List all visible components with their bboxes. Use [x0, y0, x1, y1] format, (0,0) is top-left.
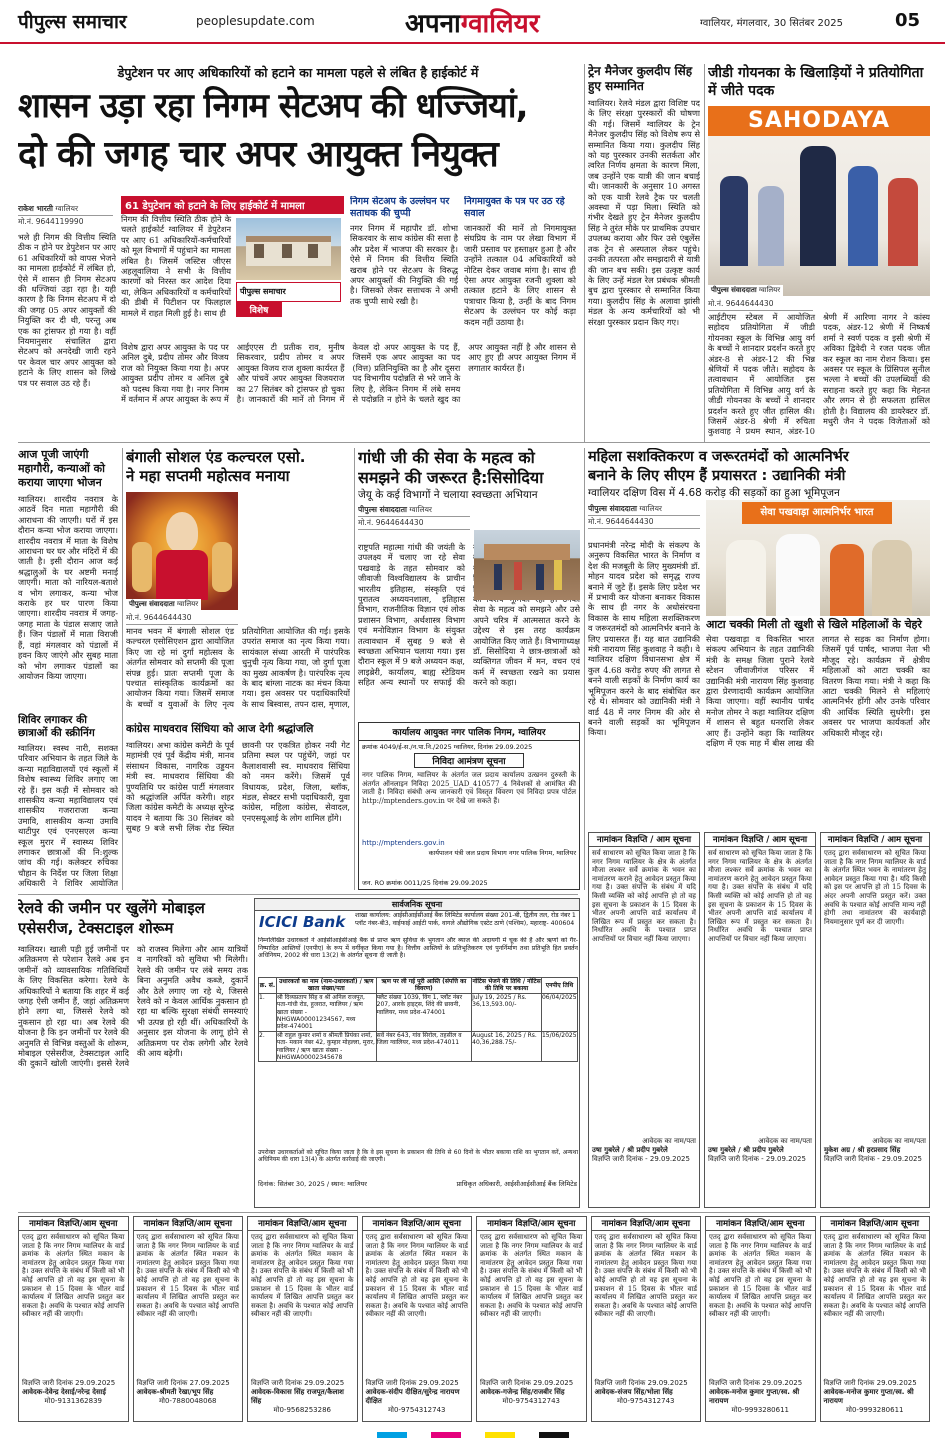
lead-sub3-text: जानकारों की मानें तो निगमायुक्त संघप्रिय के नाम पर लेखा विभाग में जारी प्रस्ताव पर हस्ताक्षर हुआ है और उन्होंने तत्काल 04 अधिकारियों को नोटिस देकर जवाब मांगा है। साथ ही ऐसा अपर आयुक्त रजनी शुक्ला को तत्काल हटाने के लिए शासन से पत्राचार किया है, उन्हीं के बाद निगम सेटअप के उल्लंघन पर कोई कड़ा कदम नहीं उठाया है।	[464, 223, 576, 327]
notice-mobile: मो0-9131362839	[44, 1397, 102, 1405]
women-sub-text: सेवा पखवाड़ा व विकसित भारत संकल्प अभियान के तहत उद्यानिकी मंत्री के समक्ष जिला पुराने रेलवे स्टेशन जीवाजीगंज परिसर में उद्यानिकी मंत्री नारायण सिंह कुशवाह द्वारा प्रेरणादायी कार्यक्रम आयोजित किया जाएगा। वहीं स्थानीय पार्षद मनोज तोमर ने कहा ग्वालियर दक्षिण में शासन से बहुत धनराशि लेकर आए हैं। उन्होंने कहा कि ग्वालियर दक्षिण में एक माह में बीस लाख की लागत से सड़क का निर्माण होगा। जिसमें पूर्व पार्षद, भाजपा नेता भी मौजूद रहे। कार्यक्रम में क्षेत्रीय महिलाओं को आटा चक्की का वितरण किया गया। मंत्री ने कहा कि आटा चक्की मिलने से महिलाएं आत्मनिर्भर होंगी और उनके परिवार की आर्थिक स्थिति सुधरेगी। इस अवसर पर भाजपा कार्यकर्ता और अधिकारी मौजूद रहे।	[706, 634, 930, 749]
lead-byline	[18, 203, 113, 228]
tender-signer: कार्यपालन यंत्री जल प्रदाय विभाग नगर पालिक निगम, ग्वालियर	[428, 849, 576, 857]
special-tag: विशेष	[236, 302, 282, 317]
gandhi-text-1: राष्ट्रपति महात्मा गांधी की जयंती के उपलक्ष्य में चलाए जा रहे सेवा पखवाड़े के तहत सोमवार को जीवाजी विश्वविद्यालय के प्राचीन भारतीय इतिहास, संस्कृति एवं पुरातत्व अध्ययनशाला, इतिहास विभाग, राजनीतिक विज्ञान एवं लोक प्रशासन विभाग, अर्थशास्त्र विभाग एवं मनोविज्ञान विभाग के संयुक्त तत्वावधान में सुबह 9 बजे से स्वच्छता अभियान चलाया गया। इस दौरान स्कूल में 9 बजे अध्ययन कक्ष, लाइब्रेरी, कार्यालय, बाह्य स्टेडियम सहित अन्य स्थानों पर सफाई की सेवा के महत्व को समझने और उसे अपने चरित्र में आत्मसात करने के उद्देश्य से इस तरह कार्यक्रम आयोजित किए जाते हैं। विभागाध्यक्ष डॉ. सिसोदिया ने छात्र-छात्राओं को व्यक्तिगत जीवन में मन, वचन एवं कर्म में स्वच्छता रखने का प्रयास करने को कहा।	[358, 542, 580, 688]
gandhi-headline-1: गांधी जी की सेवा के महत्व को	[358, 448, 535, 467]
notice-mobile: मो0-9754312743	[387, 1406, 446, 1414]
lead-sub1-box	[121, 196, 344, 336]
lead-col1: भले ही निगम की वित्तीय स्थिति ठीक न होने पर डेपुटेशन पर आए 61 अधिकारियों को वापस भेजने का मामला हाईकोर्ट में लंबित हो, ऐसे में शासन ही निगम सेटअप की धज्जियां उड़ा रहा है। यही कारण है कि निगम सेटअप में दो की जगह 05 अपर आयुक्तों की नियुक्ति कर दी थी, परन्तु अब एक का ट्रांसफर हो गया है। वहीं नियमानुसार संचालित द्वारा सेटअप को अनदेखी जारी रहने पर केवल चार अपर आयुक्त को हटाने के लिए शासन को लिखे पत्र पर सवाल उठ रहे हैं।	[18, 232, 116, 388]
notice-mid-2: नामांकन विज्ञप्ति / आम सूचना एतद् द्वारा सर्वसाधारण को सूचित किया जाता है कि नगर निगम ग्वालियर के वार्ड के अंतर्गत स्थित भवन के नामांतरण हेतु आवेदन प्रस्तुत किया गया है। यदि किसी को इस पर आपत्ति हो तो 15 दिवस के अंदर अपनी आपत्ति प्रस्तुत करें। उक्त अवधि के पश्चात कोई आपत्ति मान्य नहीं होगी तथा नामांतरण की कार्यवाही नियमानुसार पूर्ण कर दी जाएगी। आवेदक का नाम/पता मुकेश अग्र / श्री हरप्रसाद सिंह विज्ञप्ति जारी दिनांक - 29.09.2025	[820, 832, 930, 1208]
bank-branch: शाखा कार्यालय: आईसीआईसीआई बैंक लिमिटेड कार्यालय संख्या 201-बी, द्वितीय तल, रोड नंबर 1 प्लॉट नंबर-बी3, वाईफाई आईटी पार्क, वागले औद्योगिक एस्टेट ठाणे (पश्चिम), महाराष्ट्र- 400604	[355, 912, 576, 927]
goenka-text: आईटीएम स्टेबल में आयोजित सहोदय प्रतियोगिता में जीडी गोयनका स्कूल के विभिन्न आयु वर्ग के बच्चों ने शानदार प्रदर्शन करते हुए अंडर-8 से अंडर-12 की भिन्न श्रेणियों में पदक जीते। सहोदय के तत्वावधान में आयोजित इस प्रतियोगिता में विभिन्न आयु वर्ग के जीडी गोयनका के बच्चों ने शानदार प्रदर्शन करते हुए जीत हासिल की। जिसमें अंडर-8 श्रेणी में रुचिता कुशवाह ने प्रथम स्थान, अंडर-10 श्रेणी में आरिणा नागर ने कांस्य पदक, अंडर-12 श्रेणी में निष्कर्ष शर्मा ने स्वर्ण पदक व इसी श्रेणी में अविका द्विवेदी ने रजत पदक जीत कर स्कूल का नाम रोशन किया। इस अवसर पर स्कूल के प्रिंसिपल सुनील भल्ला ने बच्चों की उपलब्धियों की सराहना करते हुए कहा कि मेहनत और लगन से ही सफलता हासिल होती है। विद्यालय की डायरेक्टर डॉ. मधुरी जैन ने पदक विजेताओं को	[708, 312, 930, 437]
railway-text: ग्वालियर। खाली पड़ी हुई जमीनों पर अतिक्रमण से परेशान रेलवे अब इन जमीनों को व्यावसायिक गतिविधियों के लिए विकसित करेगा। रेलवे के अधिकारियों ने बताया कि शहर में कई जगह ऐसी जमीन हैं, जहां अतिक्रमण होने लगा था, जिससे रेलवे को नुकसान हो रहा था। अब रेलवे की योजना है कि इन जमीनों पर रेलवे की अनुमति से विभिन्न वस्तुओं के शोरूम, मोबाइल एसेसरीज, टेक्सटाइल आदि की दुकानें खोली जाएंगी। इससे रेलवे को राजस्व मिलेगा और आम यात्रियों व नागरिकों को सुविधा भी मिलेगी। रेलवे की जमीन पर लंबे समय तक बिना अनुमति अवैध कब्जे, दुकानें और ठेले लगाए जा रहे थे, जिससे रेलवे को न केवल आर्थिक नुकसान हो रहा था बल्कि सुरक्षा संबंधी समस्याएं भी उत्पन्न हो रही थीं। अधिकारियों के अनुसार इस योजना के लागू होने से अतिक्रमण पर रोक लगेगी और रेलवे की आय बढ़ेगी।	[18, 944, 248, 1069]
notice-date: विज्ञप्ति जारी दिनांक 29.09.2025	[709, 1379, 803, 1387]
train-headline: ट्रेन मैनेजर कुलदीप सिंह हुए सम्मानित	[588, 64, 693, 93]
lead-headline-1: शासन उड़ा रहा निगम सेटअप की धज्जियां,	[18, 86, 528, 126]
train-text: ग्वालियर। रेलवे मंडल द्वारा विशिष्ट पद के लिए संरक्षा पुरस्कारों की घोषणा की गई। जिसमें ग्वालियर के ट्रेन मैनेजर कुलदीप सिंह को विशेष रूप से सम्मानित किया गया। कुलदीप सिंह को यह पुरस्कार उनकी सतर्कता और त्वरित निर्णय क्षमता के कारण मिला, जब उन्होंने एक यात्री की जान बचाई थी। जानकारी के अनुसार 10 अगस्त को एक यात्री रेलवे ट्रैक पर चलती अवस्था में पड़ा मिला। स्थिति को गंभीर देखते हुए ट्रेन मैनेजर कुलदीप सिंह ने तुरंत मौके पर प्राथमिक उपचार उपलब्ध कराया और फिर उसे एंबुलेंस तक ट्रेन से अस्पताल लेकर पहुंचे। उनकी तत्परता और समझदारी से यात्री की जान बच सकी। इस उत्कृष्ट कार्य के लिए उन्हें मंडल रेल प्रबंधक श्रीमती बुच द्वारा पुरस्कार से सम्मानित किया गया। कुलदीप सिंह के अलावा झांसी मंडल के अन्य कर्मचारियों को भी संरक्षा पुरस्कार प्रदान किए गए।	[588, 98, 700, 327]
notice-title: नामांकन विज्ञप्ति/आम सूचना	[134, 1217, 243, 1231]
notice-applicant: आवेदक-गजेन्द्र सिंह/राजबीर सिंह	[480, 1388, 565, 1396]
tender-notice	[358, 722, 580, 890]
special-badge	[236, 282, 341, 302]
navratri-headline: आज पूजी जाएंगी महागौरी, कन्याओं को कराया जाएगा भोजन	[18, 448, 105, 489]
notice-mobile: मो0-9993280611	[731, 1406, 789, 1414]
lead-sub1-text: निगम की वित्तीय स्थिति ठीक होने के चलते हाईकोर्ट ग्वालियर में डेपुटेशन पर आए 61 अधिकारियों-कर्मचारियों को मूल विभागों में पहुंचाने का मामला लंबित है। जिसमें जस्टिस जीएस अहलूवालिया ने सभी के वित्तीय कारणों को निरस्त कर आदेश दिया था, लेकिन अधिकारियों व कर्मचारियों की डीबी में पिटीशन पर फिलहाल मामले में राहत मिली हुई है। साथ ही	[121, 214, 231, 318]
tender-ref: क्रमांक 4049/ई-स./न.पा.नि./2025 ग्वालियर, दिनांक 29.09.2025	[362, 743, 533, 751]
railway-headline-1: रेलवे की जमीन पर खुलेंगे मोबाइल	[18, 899, 205, 917]
lead-headline-2: दो की जगह चार अपर आयुक्त नियुक्त	[18, 134, 498, 175]
nigam-building-photo	[236, 218, 341, 280]
notice-text: एतद् द्वारा सर्वसाधारण को सूचित किया जाता है कि नगर निगम ग्वालियर के वार्ड क्रमांक के अंतर्गत स्थित मकान के नामांतरण हेतु आवेदन प्रस्तुत किया गया है। उक्त संपत्ति के संबंध में किसी को भी कोई आपत्ति हो तो वह इस सूचना के प्रकाशन से 15 दिवस के भीतर वार्ड कार्यालय में लिखित आपत्ति प्रस्तुत कर सकता है। अवधि के पश्चात कोई आपत्ति स्वीकार नहीं की जाएगी।	[480, 1233, 583, 1319]
tender-office: कार्यालय आयुक्त नगर पालिक निगम, ग्वालियर	[359, 723, 579, 741]
notice-title: नामांकन विज्ञप्ति/आम सूचना	[363, 1217, 472, 1231]
lead-sub2: निगम सेटअप के उल्लंघन पर सताधक की चुप्पी	[350, 196, 450, 219]
lead-sub3: निगमायुक्त के पत्र पर उठ रहे सवाल	[464, 196, 565, 219]
bengali-headline-1: बंगाली सोशल एंड कल्चरल एसो.	[126, 448, 306, 466]
lead-sub1: 61 डेपुटेशन को हटाने के लिए हाईकोर्ट में मामला	[121, 196, 344, 214]
bengali-text: मानव भवन में बंगाली सोशल एंड कल्चरल एसोसिएशन द्वारा आयोजित किए जा रहे मां दुर्गा महोत्सव के अंतर्गत सोमवार को सप्तमी की पूजा संपन्न हुई। प्रातः सप्तमी पूजा के पश्चात सांस्कृतिक कार्यक्रमों का आयोजन किया गया। जिसमें समाज के बच्चों व युवाओं के लिए नृत्य प्रतियोगिता आयोजित की गई। इसके उपरांत समाज का नृत्य किया गया। सायंकाल संध्या आरती में पारंपरिक धुनुची नृत्य किया गया, जो दुर्गा पूजा का मुख्य आकर्षण है। पारंपरिक नृत्य के बाद बांग्ला नाटक का मंचन किया गया। इस अवसर पर पदाधिकारियों के साथ बिस्वास, तपन दास, मृणाल,	[126, 626, 350, 709]
bank-date-place: दिनांक: सितंबर 30, 2025 / स्थान: ग्वालियर	[258, 1180, 367, 1188]
bengali-story	[126, 448, 350, 716]
lead-continuation: विशेष द्वारा अपर आयुक्त के पद पर अनिल दुबे, प्रदीप तोमर और विजय राज को नियुक्त किया गया है। अपर आयुक्त प्रदीप तोमर व अनिल दुबे को पदस्थ किया गया है। नगर निगम में वर्तमान में अपर आयुक्त के रूप में आईएएस टी प्रतीक राव, मुनीष सिकरवार, प्रदीप तोमर व अपर आयुक्त विजय राज शुक्ला कार्यरत हैं और पांचवें अपर आयुक्त विजयराज का 27 सितंबर को ट्रांसफर हो चुका है। जानकारों की मानें तो निगम में केवल दो अपर आयुक्त के पद हैं, जिसमें एक अपर आयुक्त का पद (वित्त) प्रतिनियुक्ति का है और दूसरा पद विभागीय पदोन्नति से भरे जाने के लिए है, लेकिन निगम में लंबे समय से पदोन्नति न होने के चलते खुद का अपर आयुक्त नहीं है और शासन से आए हुए ही अपर आयुक्त निगम में लगातार कार्यरत हैं।	[121, 342, 576, 405]
notice-bottom-box	[18, 1216, 129, 1422]
notice-date: विज्ञप्ति जारी दिनांक 29.09.2025	[22, 1379, 116, 1387]
notice-applicant: आवेदक-मनोज कुमार गुप्ता/स्व. श्री नारायण	[709, 1388, 800, 1405]
bank-table: क्र. सं. उधारकर्ता का नाम (नाम-उधारकर्ता) / ऋण खाता संख्या/पता ऋण पर ली गई पूरी आस्ति (संपत्ति का विवरण) नोटिस भेजने की तिथि / नोटिस की तिथि पर बकाया एनपीए तिथि 1. श्री दिव्यप्रताप सिंह व श्री अनिल राजपूत, पता-गांधी रोड, हुजरात, ग्वालियर / ऋण खाता संख्या - NHGWA00001234567, मध्य प्रदेश-474001 फ्लैट संख्या 1039, विंग 1, प्लॉट नंबर 207, आरके हाइट्स, शिंदे की छावनी, ग्वालियर, मध्य प्रदेश-474001 July 19, 2025 / Rs. 36,13,593.00/- 06/04/2025 2. श्री राहुल कुमार शर्मा व श्रीमती प्रियंका शर्मा, पता- मकान नंबर 42, कुम्हार मोहल्ला, मुरार, ग्वालियर / ऋण खाता संख्या - NHGWA00002345678 सर्वे नंबर 643, गांव सिरोल, तहसील व जिला ग्वालियर, मध्य प्रदेश-474011 August 16, 2025 / Rs. 40,36,288.75/- 15/06/2025	[259, 978, 577, 1062]
lead-sub3-box	[464, 196, 576, 336]
bengali-headline-2: ने महा सप्तमी महोत्सव मनाया	[126, 467, 290, 485]
notice-title: नामांकन विज्ञप्ति/आम सूचना	[706, 1217, 815, 1231]
notice-bottom-box	[591, 1216, 702, 1422]
table-row: 1. श्री दिव्यप्रताप सिंह व श्री अनिल राजपूत, पता-गांधी रोड, हुजरात, ग्वालियर / ऋण खाता संख्या - NHGWA00001234567, मध्य प्रदेश-474001 फ्लैट संख्या 1039, विंग 1, प्लॉट नंबर 207, आरके हाइट्स, शिंदे की छावनी, ग्वालियर, मध्य प्रदेश-474001 July 19, 2025 / Rs. 36,13,593.00/- 06/04/2025	[259, 993, 577, 1031]
notice-applicant: आवेदक-मनोज कुमार गुप्ता/स्व. श्री नारायण	[823, 1388, 914, 1405]
notice-date: विज्ञप्ति जारी दिनांक 29.09.2025	[365, 1379, 459, 1387]
notice-mobile: मो0-9993280611	[845, 1406, 904, 1414]
lead-sub2-box	[350, 196, 458, 336]
women-story	[588, 448, 930, 828]
women-mobile: मो.नं. 9644644430	[588, 516, 700, 529]
paper-logo	[18, 8, 127, 34]
bank-top-title: सार्वजनिक सूचना	[255, 899, 579, 911]
masthead	[0, 0, 945, 44]
notice-mobile: मो0-9754312743	[502, 1397, 560, 1405]
goenka-mobile: मो.नं. 9644644430	[708, 298, 813, 311]
notice-text: एतद् द्वारा सर्वसाधारण को सूचित किया जाता है कि नगर निगम ग्वालियर के वार्ड क्रमांक के अंतर्गत स्थित मकान के नामांतरण हेतु आवेदन प्रस्तुत किया गया है। उक्त संपत्ति के संबंध में किसी को भी कोई आपत्ति हो तो वह इस सूचना के प्रकाशन से 15 दिवस के भीतर वार्ड कार्यालय में लिखित आपत्ति प्रस्तुत कर सकता है। अवधि के पश्चात कोई आपत्ति स्वीकार नहीं की जाएगी।	[22, 1233, 125, 1319]
notice-mid-0: नामांकन विज्ञप्ति / आम सूचना सर्व साधारण को सूचित किया जाता है कि नगर निगम ग्वालियर के क्षेत्र के अंतर्गत मौजा लश्कर सर्वे क्रमांक के भवन का नामांतरण कराने हेतु आवेदन प्रस्तुत किया गया है। उक्त संपत्ति के संबंध में यदि किसी व्यक्ति को कोई आपत्ति हो तो वह इस सूचना के प्रकाशन के 15 दिवस के भीतर अपनी आपत्ति वार्ड कार्यालय में लिखित रूप में प्रस्तुत कर सकता है। निर्धारित अवधि के पश्चात प्राप्त आपत्तियों पर विचार नहीं किया जाएगा। आवेदक का नाम/पता उषा गुबरेले / श्री प्रदीप गुबरेले विज्ञप्ति जारी दिनांक - 29.09.2025	[588, 832, 700, 1208]
gandhi-headline-2: समझने की जरूरत है:सिसोदिया	[358, 468, 544, 487]
notice-mobile: मो0-7880048068	[158, 1397, 217, 1405]
bottom-notices	[18, 1216, 930, 1422]
railway-story	[18, 898, 248, 1208]
gandhi-byline: पीपुल्स संवाददाता ग्वालियर	[358, 504, 470, 517]
bengali-photo-caption: पीपुल्स संवाददाता ग्वालियर	[126, 599, 201, 610]
special-caption: पीपुल्स समाचार	[240, 287, 286, 296]
congress-story	[126, 722, 350, 892]
section-title	[405, 4, 539, 40]
notice-text: एतद् द्वारा सर्वसाधारण को सूचित किया जाता है कि नगर निगम ग्वालियर के वार्ड क्रमांक के अंतर्गत स्थित मकान के नामांतरण हेतु आवेदन प्रस्तुत किया गया है। उक्त संपत्ति के संबंध में किसी को भी कोई आपत्ति हो तो वह इस सूचना के प्रकाशन से 15 दिवस के भीतर वार्ड कार्यालय में लिखित आपत्ति प्रस्तुत कर सकता है। अवधि के पश्चात कोई आपत्ति स्वीकार नहीं की जाएगी।	[251, 1233, 354, 1319]
durga-idol-photo	[126, 492, 238, 610]
notice-applicant: आवेदक-देवेन्द्र देसाई/नरेन्द्र देसाई	[22, 1388, 106, 1396]
notice-date: विज्ञप्ति जारी दिनांक 29.09.2025	[251, 1379, 345, 1387]
women-subheadline: ग्वालियर दक्षिण विस में 4.68 करोड़ की सड़कों का हुआ भूमिपूजन	[588, 487, 840, 499]
notice-date: विज्ञप्ति जारी दिनांक 27.09.2025	[136, 1379, 230, 1387]
registration-strip	[0, 1432, 945, 1440]
gandhi-story	[358, 448, 580, 716]
website[interactable]: peoplesupdate.com	[196, 14, 315, 28]
congress-headline: कांग्रेस माधवराव सिंधिया को आज देगी श्रद्धांजलि	[126, 723, 314, 735]
bank-footer: उपरोक्त उधारकर्ताओं को सूचित किया जाता है कि वे इस सूचना के प्रकाशन की तिथि से 60 दिनों के भीतर बकाया राशि का भुगतान करें, अन्यथा अधिनियम की धारा 13(4) के अंतर्गत कार्रवाई की जाएगी।	[258, 1149, 578, 1164]
notice-bottom-box	[133, 1216, 244, 1422]
notice-applicant: आवेदक-संजय सिंह/भोला सिंह	[594, 1388, 673, 1396]
notice-bottom-box	[362, 1216, 473, 1422]
goenka-photo	[708, 106, 930, 296]
notice-text: एतद् द्वारा सर्वसाधारण को सूचित किया जाता है कि नगर निगम ग्वालियर के वार्ड क्रमांक के अंतर्गत स्थित मकान के नामांतरण हेतु आवेदन प्रस्तुत किया गया है। उक्त संपत्ति के संबंध में किसी को भी कोई आपत्ति हो तो वह इस सूचना के प्रकाशन से 15 दिवस के भीतर वार्ड कार्यालय में लिखित आपत्ति प्रस्तुत कर सकता है। अवधि के पश्चात कोई आपत्ति स्वीकार नहीं की जाएगी।	[709, 1233, 812, 1319]
women-photo	[706, 500, 930, 616]
train-story	[588, 64, 700, 440]
cleanliness-photo	[474, 530, 580, 600]
notice-bottom-box	[820, 1216, 931, 1422]
reporter-city: ग्वालियर	[55, 204, 79, 213]
tender-title: निविदा आमंत्रण सूचना	[414, 753, 524, 768]
notice-bottom-box	[247, 1216, 358, 1422]
navratri-story	[18, 448, 118, 888]
reporter-name: राकेश भारती	[18, 204, 53, 213]
women-text: प्रधानमंत्री नरेन्द्र मोदी के संकल्प के अनुरूप विकसित भारत के निर्माण व देश की मजबूती के लिए मुख्यमंत्री डॉ. मोहन यादव प्रदेश को समृद्ध राज्य बनाने में जुटे हैं। इसके लिए प्रदेश भर में प्रभावी कर योजना बनाकर विकास के साथ ही नगर के अधोसंरचना विकास के साथ महिला सशक्तिकरण व जरूरतमंदों को आत्मनिर्भर बनाने के लिए प्रयासरत हैं। यह बात उद्यानिकी मंत्री नारायण सिंह कुशवाह ने कही। वे ग्वालियर दक्षिण विधानसभा क्षेत्र में कुल 4.68 करोड़ रुपए की लागत से बनने वाली सड़कों के निर्माण कार्य का भूमिपूजन करने के बाद संबोधित कर रहे थे। सोमवार को उद्यानिकी मंत्री ने वार्ड 48 में नगर निगम की ओर से बनने वाली सड़कों का भूमिपूजन किया।	[588, 540, 700, 738]
navratri-sub-text: ग्वालियर। स्वस्थ नारी, सशक्त परिवार अभियान के तहत जिले के कन्या महाविद्यालयों एवं स्कूलों में विशेष स्वास्थ्य शिविर लगाए जा रहे हैं। इस कड़ी में सोमवार को शासकीय कन्या महाविद्यालय एवं शासकीय गजराराजा कन्या उमावि, शासकीय कन्या उमावि थाटीपुर एवं एनएसएल कन्या स्कूल मुरार में स्वास्थ्य शिविर लगाकर छात्राओं की नि:शुल्क जांच की गई। कलेक्टर रुचिका चौहान के निर्देश पर जिला शिक्षा अधिकारी ने शिविर आयोजित	[18, 743, 118, 888]
bank-name: ICICI Bank	[259, 913, 346, 931]
tender-ro: जन. RO क्रमांक 0011/25 दिनांक 29.09.2025	[362, 879, 488, 887]
notice-mid-1: नामांकन विज्ञप्ति / आम सूचना सर्व साधारण को सूचित किया जाता है कि नगर निगम ग्वालियर के क्षेत्र के अंतर्गत मौजा लश्कर सर्वे क्रमांक के भवन का नामांतरण कराने हेतु आवेदन प्रस्तुत किया गया है। उक्त संपत्ति के संबंध में यदि किसी व्यक्ति को कोई आपत्ति हो तो वह इस सूचना के प्रकाशन के 15 दिवस के भीतर अपनी आपत्ति वार्ड कार्यालय में लिखित रूप में प्रस्तुत कर सकता है। निर्धारित अवधि के पश्चात प्राप्त आपत्तियों पर विचार नहीं किया जाएगा। आवेदक का नाम/पता उषा गुबरेले / श्री प्रदीप गुबरेले विज्ञप्ति जारी दिनांक - 29.09.2025	[704, 832, 816, 1208]
paper-name: पीपुल्स समाचार	[18, 11, 127, 33]
gandhi-subheadline: जेयू के कई विभागों ने चलाया स्वच्छता अभियान	[358, 489, 538, 501]
notice-bottom-box	[476, 1216, 587, 1422]
bank-signer: प्राधिकृत अधिकारी, आईसीआईसीआई बैंक लिमिटेड	[456, 1180, 577, 1188]
notice-applicant: आवेदक-संदीप दीक्षित/सुरेन्द्र नारायण दीक्षित	[365, 1388, 460, 1405]
notice-text: एतद् द्वारा सर्वसाधारण को सूचित किया जाता है कि नगर निगम ग्वालियर के वार्ड क्रमांक के अंतर्गत स्थित मकान के नामांतरण हेतु आवेदन प्रस्तुत किया गया है। उक्त संपत्ति के संबंध में किसी को भी कोई आपत्ति हो तो वह इस सूचना के प्रकाशन से 15 दिवस के भीतर वार्ड कार्यालय में लिखित आपत्ति प्रस्तुत कर सकता है। अवधि के पश्चात कोई आपत्ति स्वीकार नहीं की जाएगी।	[823, 1233, 926, 1319]
notice-text: एतद् द्वारा सर्वसाधारण को सूचित किया जाता है कि नगर निगम ग्वालियर के वार्ड क्रमांक के अंतर्गत स्थित मकान के नामांतरण हेतु आवेदन प्रस्तुत किया गया है। उक्त संपत्ति के संबंध में किसी को भी कोई आपत्ति हो तो वह इस सूचना के प्रकाशन से 15 दिवस के भीतर वार्ड कार्यालय में लिखित आपत्ति प्रस्तुत कर सकता है। अवधि के पश्चात कोई आपत्ति स्वीकार नहीं की जाएगी।	[136, 1233, 239, 1319]
reporter-mobile: मो.नं. 9644119990	[18, 217, 84, 226]
section-title-part1: अपना	[405, 9, 461, 39]
women-headline-1: महिला सशक्तिकरण व जरूरतमंदों को आत्मनिर्भर	[588, 449, 849, 465]
goenka-story	[708, 64, 930, 440]
notice-date: विज्ञप्ति जारी दिनांक 29.09.2025	[480, 1379, 574, 1387]
table-row: 2. श्री राहुल कुमार शर्मा व श्रीमती प्रियंका शर्मा, पता- मकान नंबर 42, कुम्हार मोहल्ला, मुरार, ग्वालियर / ऋण खाता संख्या - NHGWA00002345678 सर्वे नंबर 643, गांव सिरोल, तहसील व जिला ग्वालियर, मध्य प्रदेश-474011 August 16, 2025 / Rs. 40,36,288.75/- 15/06/2025	[259, 1031, 577, 1062]
section-title-part2: ग्वालियर	[460, 9, 540, 39]
goenka-headline: जीडी गोयनका के खिलाड़ियों ने प्रतियोगिता में जीते पदक	[708, 65, 924, 99]
congress-text: ग्वालियर। अभा कांग्रेस कमेटी के पूर्व महामंत्री एवं पूर्व केंद्रीय मंत्री, मानव संसाधन विकास, नागरिक उड्डयन मंत्री स्व. माधवराव सिंधिया की पुण्यतिथि पर कांग्रेस पार्टी मंगलवार को श्रद्धांजलि अर्पित करेगी। शहर जिला कांग्रेस कमेटी के अध्यक्ष सुरेन्द्र यादव ने बताया कि 30 सितंबर को सुबह 9 बजे सभी लिंक रोड स्थित छावनी पर एकत्रित होकर नयी गेट प्रतिमा स्थल पर पहुंचेंगे, जहां पर कैलाशवासी स्व. माधवराव सिंधिया को नमन करेंगे। जिसमें पूर्व विधायक, प्रदेश, जिला, ब्लॉक, मंडल, सेक्टर सभी पदाधिकारी, युवा कांग्रेस, महिला कांग्रेस, सेवादल, एनएसयूआई के लोग शामिल होंगे।	[126, 740, 350, 834]
women-photo-banner: सेवा पखवाड़ा आत्मनिर्भर भारत	[742, 502, 892, 524]
women-sub: आटा चक्की मिली तो खुशी से खिले महिलाओं के चेहरे	[706, 618, 922, 631]
notice-applicant: आवेदक-श्रीमती रेखा/भूप सिंह	[136, 1388, 214, 1396]
navratri-sub: शिविर लगाकर की छात्राओं की स्क्रीनिंग	[18, 714, 95, 739]
notice-bottom-box	[705, 1216, 816, 1422]
notice-text: एतद् द्वारा सर्वसाधारण को सूचित किया जाता है कि नगर निगम ग्वालियर के वार्ड क्रमांक के अंतर्गत स्थित मकान के नामांतरण हेतु आवेदन प्रस्तुत किया गया है। उक्त संपत्ति के संबंध में किसी को भी कोई आपत्ति हो तो वह इस सूचना के प्रकाशन से 15 दिवस के भीतर वार्ड कार्यालय में लिखित आपत्ति प्रस्तुत कर सकता है। अवधि के पश्चात कोई आपत्ति स्वीकार नहीं की जाएगी।	[365, 1233, 468, 1319]
gandhi-mobile: मो.नं. 9644644430	[358, 517, 470, 530]
women-headline-2: बनाने के लिए सीएम हैं प्रयासरत : उद्यानिकी मंत्री	[588, 468, 846, 484]
notice-date: विज्ञप्ति जारी दिनांक 29.09.2025	[594, 1379, 688, 1387]
goenka-photo-caption: पीपुल्स संवाददाता ग्वालियर	[708, 285, 783, 296]
notice-title: नामांकन विज्ञप्ति/आम सूचना	[592, 1217, 701, 1231]
notice-title: नामांकन विज्ञप्ति/आम सूचना	[821, 1217, 930, 1231]
sahodaya-banner: SAHODAYA	[708, 106, 930, 136]
notice-title: नामांकन विज्ञप्ति/आम सूचना	[248, 1217, 357, 1231]
notice-mobile: मो0-9568253286	[273, 1406, 331, 1414]
notice-mobile: मो0-9754312743	[616, 1397, 675, 1405]
tender-link[interactable]: http://mptenders.gov.in	[362, 839, 445, 847]
notice-title: नामांकन विज्ञप्ति/आम सूचना	[477, 1217, 586, 1231]
lead-kicker: डेपुटेशन पर आए अधिकारियों को हटाने का मामला पहले से लंबित है हाईकोर्ट में	[117, 65, 479, 80]
notice-text: एतद् द्वारा सर्वसाधारण को सूचित किया जाता है कि नगर निगम ग्वालियर के वार्ड क्रमांक के अंतर्गत स्थित मकान के नामांतरण हेतु आवेदन प्रस्तुत किया गया है। उक्त संपत्ति के संबंध में किसी को भी कोई आपत्ति हो तो वह इस सूचना के प्रकाशन से 15 दिवस के भीतर वार्ड कार्यालय में लिखित आपत्ति प्रस्तुत कर सकता है। अवधि के पश्चात कोई आपत्ति स्वीकार नहीं की जाएगी।	[594, 1233, 697, 1319]
notice-applicant: आवेदक-विकास सिंह राजपूत/कैलाश सिंह	[251, 1388, 344, 1405]
dateline: ग्वालियर, मंगलवार, 30 सितंबर 2025	[700, 18, 843, 29]
lead-sub2-text: नगर निगम में महापौर डॉ. शोभा सिकरवार के साथ कांग्रेस की सत्ता है और प्रदेश में भाजपा की सरकार है। ऐसे में निगम की वित्तीय स्थिति खराब होने पर सेटअप के विरुद्ध अपर आयुक्तों की नियुक्ति की गई है। जिसको लेकर सत्ताधक ने अभी तक चुप्पी साधे रखी है।	[350, 223, 458, 306]
navratri-text: ग्वालियर। शारदीय नवरात्र के आठवें दिन माता महागौरी की आराधना की जाएगी। घरों में इस दौरान कन्या भोज कराया जाएगा। शारदीय नवरात्र में माता के विशेष आराधना घर घर और मंदिरों में की जाती है। इसी दौरान आज कई श्रद्धालुओं के घर अष्टमी मनाई जाएगी। माता को नारियल-बताशे व भोग लगाकर, कन्या भोज कराके हर घर पारण किया जाएगा। शारदीय नवरात्र में जगह-जगह माता के पंडाल सजाए जाते हैं। जिन पंडालों में माता विराजी हैं, वहां मंगलवार को पंडालों में हवन किए जाएंगे और सुबह माता को भोग लगाकर पंडालों का आयोजन किया जाएगा।	[18, 494, 118, 681]
notice-date: विज्ञप्ति जारी दिनांक 29.09.2025	[823, 1379, 917, 1387]
women-byline: पीपुल्स संवाददाता ग्वालियर	[588, 503, 700, 516]
bank-notice	[254, 898, 580, 1208]
tender-body: नगर पालिक निगम, ग्वालियर के अंतर्गत जल प्रदाय कार्यालय उत्खनन दुरुस्ती के अंतर्गत ऑनलाइन निविदा 2025_UAD_410577_4 निवेशकों से आमंत्रित की जाती है। निविदा संबंधी अन्य जानकारी एवं विस्तृत विवरण एवं निविदा प्रपत्र पोर्टल http://mptenders.gov.in पर देखे जा सकते हैं।	[362, 771, 576, 805]
lead-story	[18, 64, 578, 438]
page-number: 05	[895, 10, 921, 31]
bengali-mobile: मो.नं. 9644644430	[126, 612, 238, 625]
railway-headline-2: एसेसरीज, टेक्सटाइल शोरूम	[18, 919, 174, 937]
bank-intro: निम्नलिखित उधारकर्ता ने आईसीआईसीआई बैंक से प्राप्त ऋण सुविधा के भुगतान और ब्याज की अदायगी में चूक की है और ऋणों को गैर-निष्पादित आस्तियों (एनपीए) के रूप में वर्गीकृत किया गया है। वित्तीय आस्तियों के प्रतिभूतिकरण एवं पुनर्निर्माण तथा प्रतिभूति हित प्रवर्तन अधिनियम, 2002 की धारा 13(2) के अंतर्गत सूचना दी जाती है।	[258, 937, 578, 960]
notice-title: नामांकन विज्ञप्ति/आम सूचना	[19, 1217, 128, 1231]
